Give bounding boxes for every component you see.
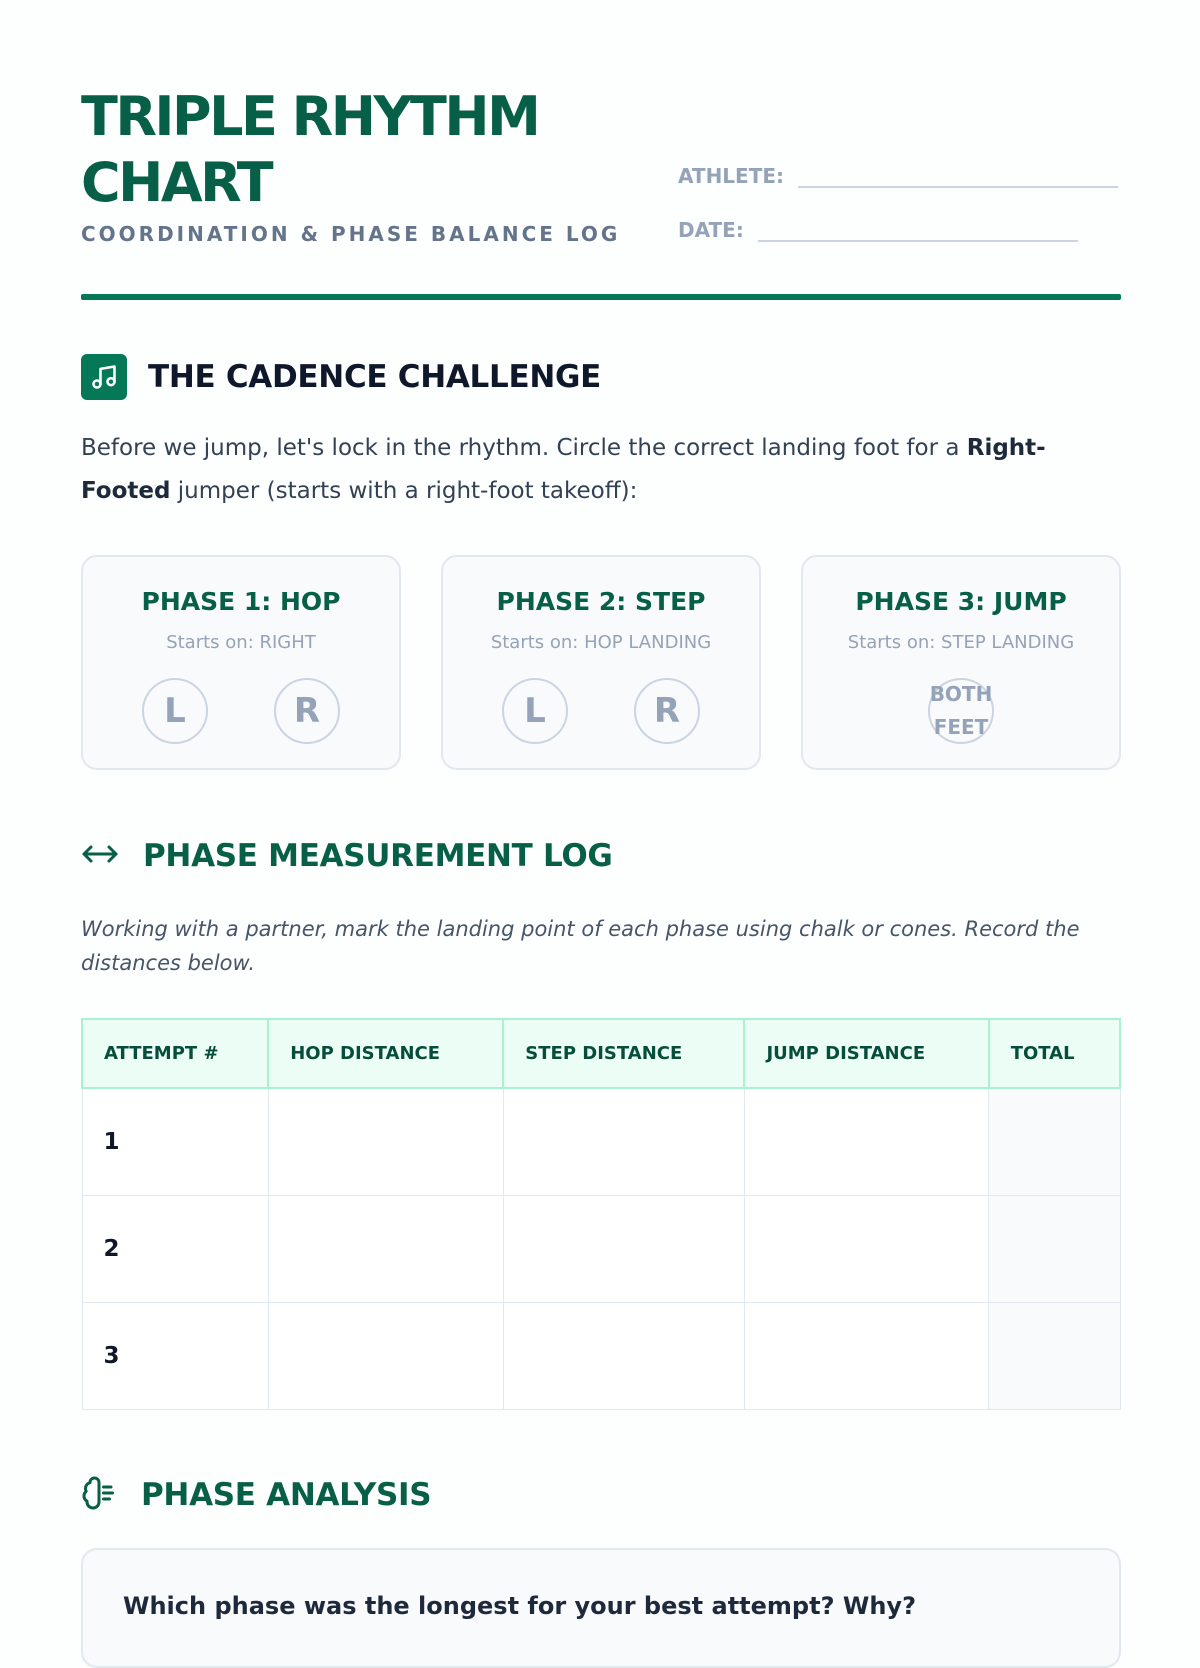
- table-row: [82, 1195, 1120, 1302]
- table-header-row: [82, 1019, 1120, 1088]
- attempt-number: 2: [82, 1195, 268, 1302]
- measurement-table: [81, 1018, 1121, 1410]
- jump-distance-cell[interactable]: [744, 1195, 988, 1302]
- phase-card-start: Starts on: RIGHT: [166, 632, 316, 653]
- phase-cards: [81, 555, 1121, 770]
- column-header: JUMP DISTANCE: [744, 1019, 988, 1088]
- intro-text-start: Before we jump, let's lock in the rhythm. Circle the correct landing foot for a: [81, 435, 967, 461]
- date-label: DATE:: [678, 218, 744, 242]
- foot-option-both[interactable]: BOTH FEET: [928, 678, 994, 744]
- page-title: TRIPLE RHYTHM CHART: [81, 85, 539, 214]
- phase-card-jump: [801, 555, 1121, 770]
- hop-distance-cell[interactable]: [268, 1195, 503, 1302]
- phase-card-start: Starts on: STEP LANDING: [847, 632, 1075, 653]
- column-header: STEP DISTANCE: [503, 1019, 744, 1088]
- brain-icon: [81, 1474, 117, 1516]
- step-distance-cell[interactable]: [503, 1302, 744, 1409]
- date-field[interactable]: [678, 218, 1078, 242]
- intro-bold-text: Right-Footed: [81, 435, 1046, 504]
- foot-option-right[interactable]: R: [274, 678, 340, 744]
- phase-card-step: [441, 555, 761, 770]
- cadence-section-title: THE CADENCE CHALLENGE: [148, 359, 602, 395]
- total-cell[interactable]: [989, 1195, 1120, 1302]
- log-section-heading: [81, 838, 613, 874]
- athlete-input-line[interactable]: [798, 164, 1118, 188]
- music-note-icon: [81, 354, 127, 400]
- table-row: [82, 1302, 1120, 1409]
- page-subtitle: COORDINATION & PHASE BALANCE LOG: [81, 222, 621, 246]
- column-header: TOTAL: [989, 1019, 1120, 1088]
- hop-distance-cell[interactable]: [268, 1302, 503, 1409]
- total-cell[interactable]: [989, 1088, 1120, 1195]
- phase-card-title: PHASE 2: STEP: [496, 587, 706, 616]
- phase-card-hop: [81, 555, 401, 770]
- analysis-section-heading: [81, 1474, 431, 1516]
- foot-option-right[interactable]: R: [634, 678, 700, 744]
- intro-text-end: jumper (starts with a right-foot takeoff):: [170, 478, 638, 504]
- left-right-arrow-icon: [81, 841, 119, 871]
- foot-options: [83, 678, 399, 744]
- analysis-section-title: PHASE ANALYSIS: [141, 1477, 432, 1513]
- column-header: HOP DISTANCE: [268, 1019, 503, 1088]
- foot-options: [443, 678, 759, 744]
- attempt-number: 3: [82, 1302, 268, 1409]
- jump-distance-cell[interactable]: [744, 1088, 988, 1195]
- analysis-question: Which phase was the longest for your best attempt? Why?: [123, 1592, 916, 1620]
- phase-card-start: Starts on: HOP LANDING: [490, 632, 712, 653]
- jump-distance-cell[interactable]: [744, 1302, 988, 1409]
- cadence-section-heading: [81, 354, 601, 400]
- phase-card-title: PHASE 3: JUMP: [855, 587, 1067, 616]
- athlete-label: ATHLETE:: [678, 164, 785, 188]
- total-cell[interactable]: [989, 1302, 1120, 1409]
- foot-option-left[interactable]: L: [502, 678, 568, 744]
- table-row: [82, 1088, 1120, 1195]
- date-input-line[interactable]: [758, 218, 1078, 242]
- athlete-field[interactable]: [678, 164, 1118, 188]
- header-divider: [81, 294, 1121, 300]
- column-header: ATTEMPT #: [82, 1019, 268, 1088]
- step-distance-cell[interactable]: [503, 1195, 744, 1302]
- phase-card-title: PHASE 1: HOP: [141, 587, 341, 616]
- analysis-box: [81, 1548, 1121, 1668]
- foot-option-left[interactable]: L: [142, 678, 208, 744]
- log-section-title: PHASE MEASUREMENT LOG: [143, 838, 613, 874]
- cadence-intro: [81, 427, 1121, 513]
- hop-distance-cell[interactable]: [268, 1088, 503, 1195]
- log-instructions: Working with a partner, mark the landing point of each phase using chalk or cones. Record the distances below.: [81, 917, 1080, 975]
- step-distance-cell[interactable]: [503, 1088, 744, 1195]
- foot-options: [803, 678, 1119, 744]
- attempt-number: 1: [82, 1088, 268, 1195]
